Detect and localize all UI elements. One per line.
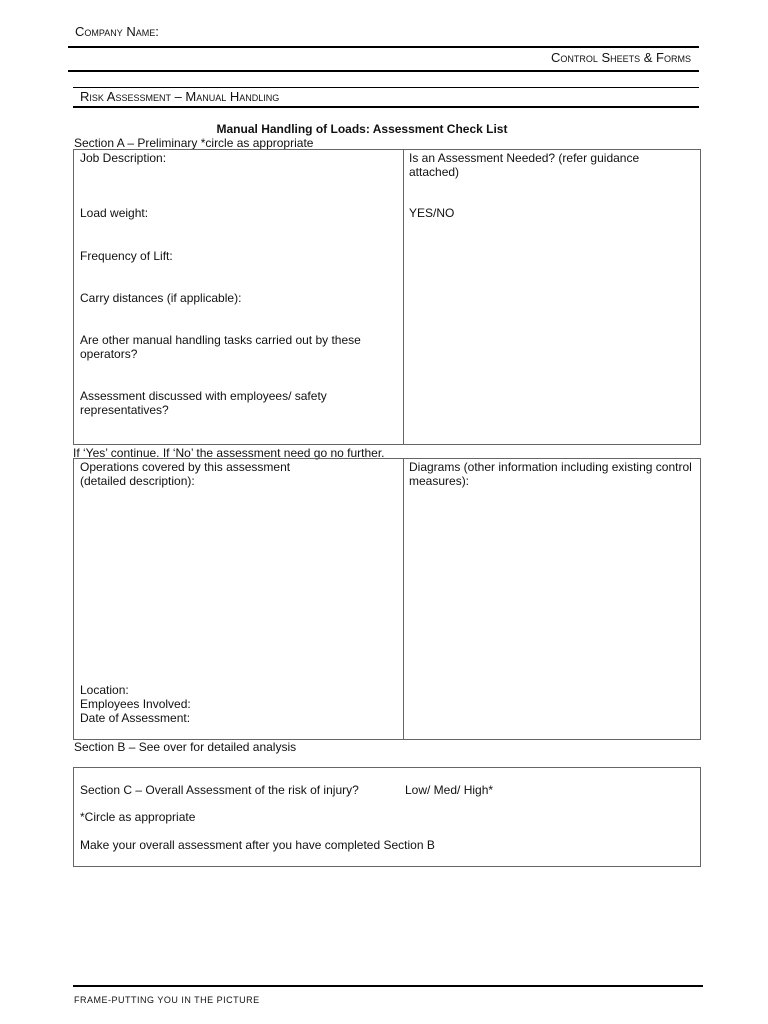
- section-a-label: Section A – Preliminary *circle as appropriate: [74, 136, 314, 150]
- make-assessment-note: Make your overall assessment after you have completed Section B: [80, 838, 435, 852]
- discussed-field: Assessment discussed with employees/ safety representatives?: [80, 389, 327, 417]
- operations-covered-field: Operations covered by this assessment: [80, 460, 291, 474]
- continue-note: If ‘Yes’ continue. If ‘No’ the assessment need go no further.: [73, 446, 385, 460]
- section-b-note: Section B – See over for detailed analysis: [74, 740, 297, 754]
- diagrams-field: Diagrams (other information including existing control measures):: [409, 460, 692, 488]
- assessment-needed-field: Is an Assessment Needed? (refer guidance attached): [409, 151, 640, 179]
- section-c-overall: Section C – Overall Assessment of the risk of injury?: [80, 783, 359, 797]
- job-description-field: Job Description:: [80, 151, 167, 165]
- detailed-description-field: (detailed description):: [80, 474, 195, 488]
- header-rule-top: [68, 46, 699, 48]
- footer-text: FRAME-PUTTING YOU IN THE PICTURE: [74, 995, 260, 1005]
- location-field: Location:: [80, 683, 129, 697]
- frequency-field: Frequency of Lift:: [80, 249, 173, 263]
- date-of-assessment-field: Date of Assessment:: [80, 711, 191, 725]
- section-a-divider: [403, 149, 404, 445]
- load-weight-field: Load weight:: [80, 206, 149, 220]
- company-name-label: Company Name:: [75, 24, 159, 39]
- risk-title-rule-bottom: [73, 106, 699, 108]
- circle-note: *Circle as appropriate: [80, 810, 196, 824]
- other-tasks-field: Are other manual handling tasks carried out by these operators?: [80, 333, 361, 361]
- operations-divider: [403, 458, 404, 740]
- risk-title-rule-top: [73, 87, 699, 88]
- footer-rule: [73, 985, 703, 987]
- carry-distances-field: Carry distances (if applicable):: [80, 291, 242, 305]
- risk-level-options: Low/ Med/ High*: [405, 783, 494, 797]
- form-title: Manual Handling of Loads: Assessment Check List: [216, 122, 508, 136]
- risk-assessment-title: Risk Assessment – Manual Handling: [80, 89, 280, 104]
- employees-involved-field: Employees Involved:: [80, 697, 191, 711]
- yes-no-option: YES/NO: [409, 206, 455, 220]
- control-sheets-label: Control Sheets & Forms: [550, 50, 691, 65]
- header-rule-bottom: [68, 70, 699, 72]
